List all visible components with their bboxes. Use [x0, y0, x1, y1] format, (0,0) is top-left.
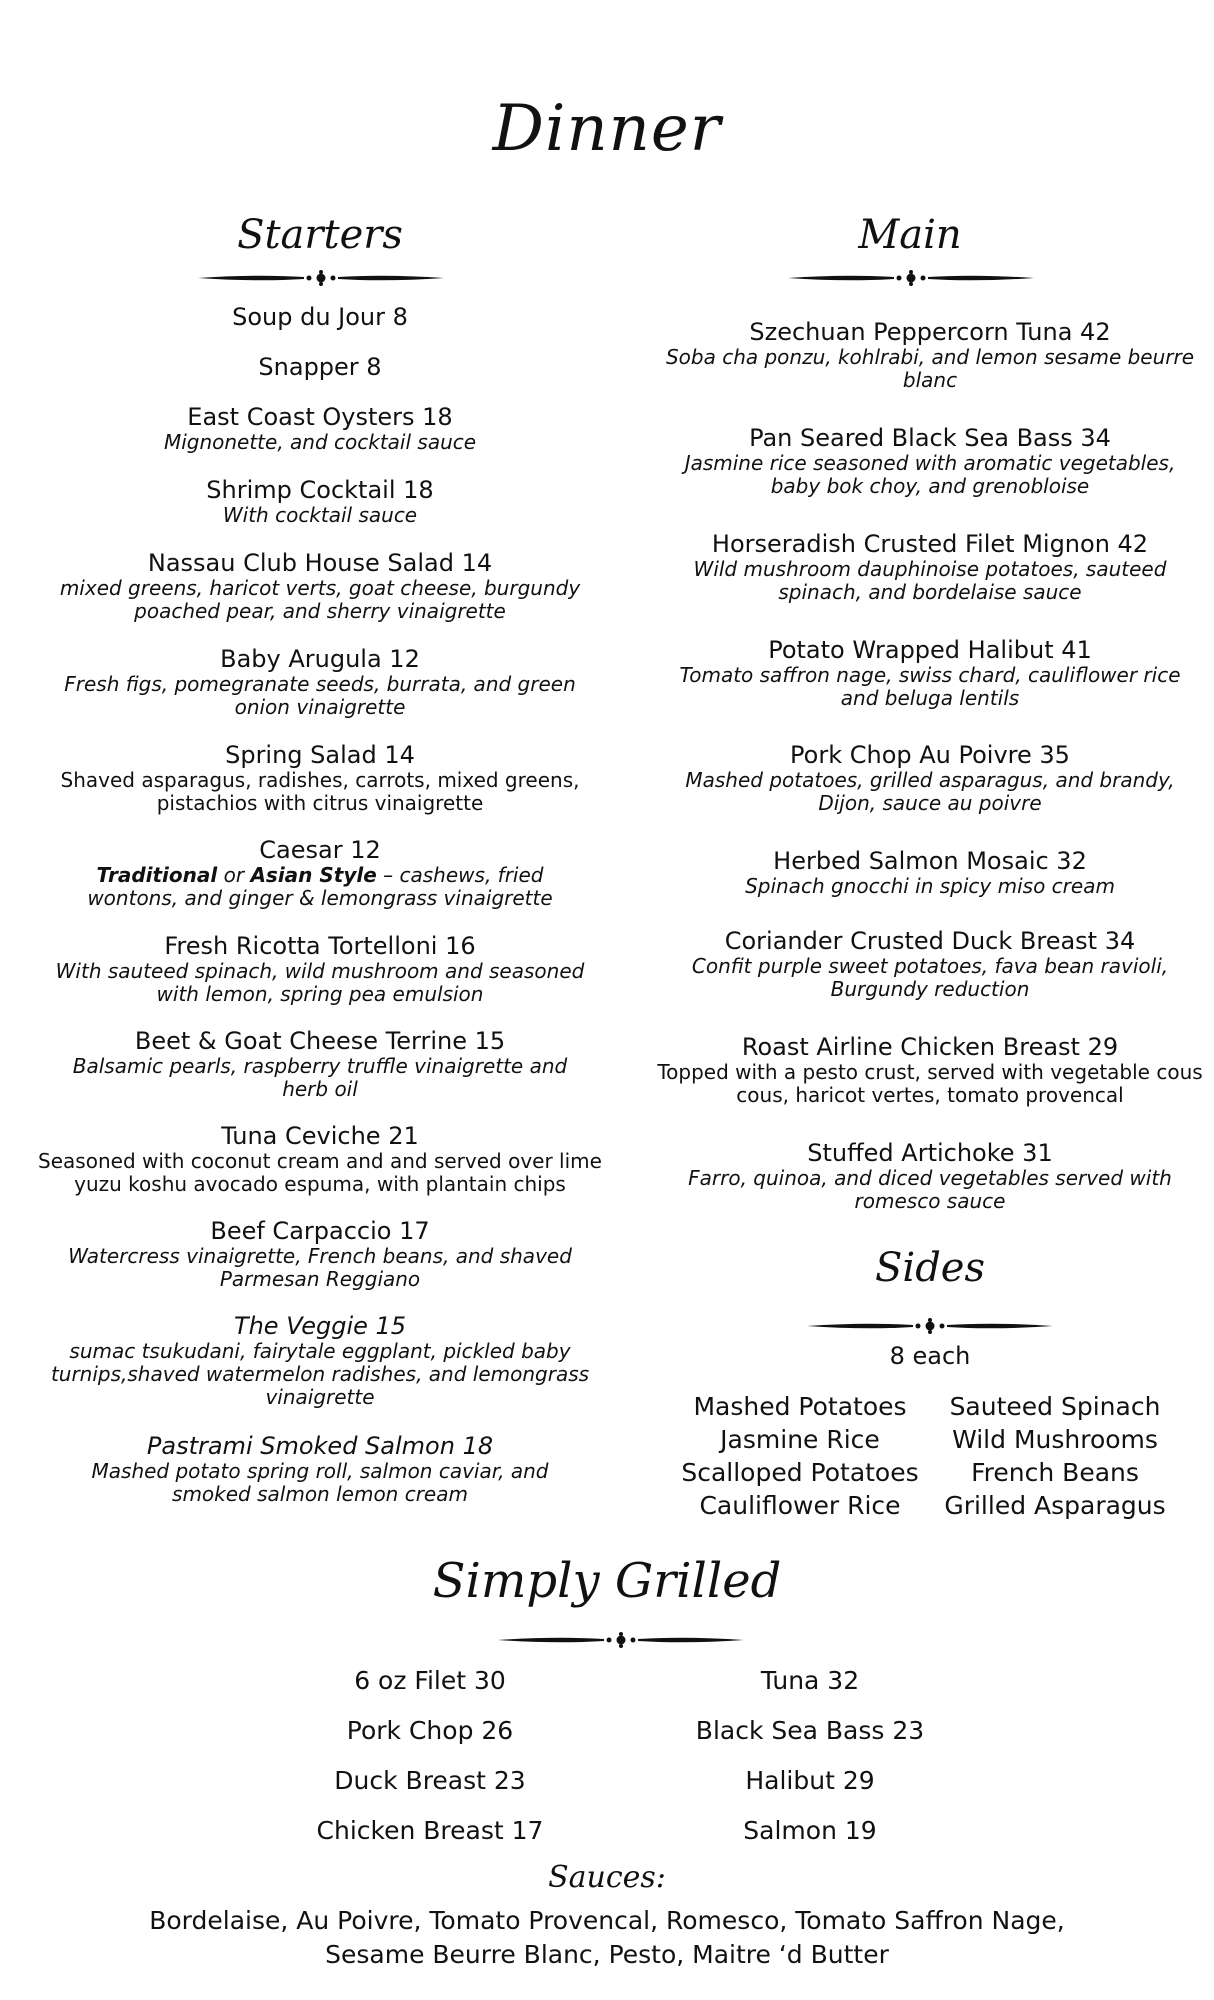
starter-item: Beet & Goat Cheese Terrine 15 Balsamic pearls, raspberry truffle vinaigrette and herb oil [72, 1027, 568, 1101]
grilled-item: Duck Breast 23 [334, 1766, 526, 1795]
main-item: Herbed Salmon Mosaic 32 Spinach gnocchi in spicy miso cream [745, 847, 1115, 898]
grilled-item: Chicken Breast 17 [316, 1816, 544, 1845]
main-heading: Main [858, 212, 962, 258]
grilled-item: Salmon 19 [743, 1816, 877, 1845]
side-item: Cauliflower Rice [699, 1491, 901, 1520]
sides-list-right [920, 1390, 1190, 1522]
side-item: French Beans [971, 1458, 1139, 1487]
sauces-line: Sesame Beurre Blanc, Pesto, Maitre ‘d Butter [325, 1940, 889, 1969]
sides-list-left [660, 1390, 940, 1522]
starter-item: Soup du Jour 8 [232, 303, 408, 331]
starter-item: Nassau Club House Salad 14 mixed greens, haricot verts, goat cheese, burgundy poached pear, and sherry vinaigrette [59, 549, 581, 623]
side-item: Wild Mushrooms [952, 1425, 1158, 1454]
sauces-heading: Sauces: [548, 1860, 666, 1895]
main-divider-ornament [786, 268, 1036, 288]
starter-item: The Veggie 15 sumac tsukudani, fairytale eggplant, pickled baby turnips,shaved watermelon radishes, and lemongrass vinaigrette [50, 1312, 590, 1409]
grilled-item: Halibut 29 [745, 1766, 875, 1795]
sauces-list [0, 1904, 1214, 1972]
starter-item: Caesar 12 Traditional or Asian Style – cashews, fried wontons, and ginger & lemongrass vinaigrette [50, 836, 590, 910]
grilled-item: Pork Chop 26 [346, 1716, 514, 1745]
starters-heading: Starters [237, 212, 403, 258]
main-item: Pork Chop Au Poivre 35 Mashed potatoes, grilled asparagus, and brandy, Dijon, sauce au poivre [685, 741, 1175, 815]
main-item: Horseradish Crusted Filet Mignon 42 Wild mushroom dauphinoise potatoes, sauteed spinach, and bordelaise sauce [693, 530, 1167, 604]
sauces-line: Bordelaise, Au Poivre, Tomato Provencal, Romesco, Tomato Saffron Nage, [149, 1906, 1065, 1935]
starters-divider-ornament [196, 268, 446, 288]
side-item: Sauteed Spinach [949, 1392, 1161, 1421]
menu-title: Dinner [492, 92, 722, 166]
side-item: Mashed Potatoes [693, 1392, 907, 1421]
starter-item: Beef Carpaccio 17 Watercress vinaigrette, French beans, and shaved Parmesan Reggiano [68, 1217, 572, 1291]
grilled-item: Black Sea Bass 23 [695, 1716, 925, 1745]
starter-item: Baby Arugula 12 Fresh figs, pomegranate seeds, burrata, and green onion vinaigrette [64, 645, 576, 719]
main-item: Roast Airline Chicken Breast 29 Topped with a pesto crust, served with vegetable cous cous, haricot vertes, tomato provencal [657, 1033, 1203, 1107]
sides-price: 8 each [889, 1342, 971, 1370]
grilled-divider-ornament [496, 1630, 746, 1650]
starter-item: Snapper 8 [258, 353, 382, 381]
side-item: Jasmine Rice [720, 1425, 880, 1454]
caesar-description: Traditional or Asian Style – cashews, fried wontons, and ginger & lemongrass vinaigrette [87, 863, 553, 910]
side-item: Scalloped Potatoes [681, 1458, 919, 1487]
main-item: Stuffed Artichoke 31 Farro, quinoa, and diced vegetables served with romesco sauce [688, 1139, 1172, 1213]
main-item: Potato Wrapped Halibut 41 Tomato saffron nage, swiss chard, cauliflower rice and beluga lentils [679, 636, 1181, 710]
main-item: Szechuan Peppercorn Tuna 42 Soba cha ponzu, kohlrabi, and lemon sesame beurre blanc [665, 318, 1195, 392]
starter-item: Pastrami Smoked Salmon 18 Mashed potato spring roll, salmon caviar, and smoked salmon lemon cream [91, 1432, 549, 1506]
sides-heading: Sides [875, 1245, 985, 1291]
starter-item: Shrimp Cocktail 18 With cocktail sauce [206, 476, 434, 527]
side-item: Grilled Asparagus [944, 1491, 1166, 1520]
grilled-list-right [670, 1656, 950, 1856]
starter-item: East Coast Oysters 18 Mignonette, and cocktail sauce [163, 403, 477, 454]
grilled-item: 6 oz Filet 30 [354, 1666, 506, 1695]
grilled-heading: Simply Grilled [432, 1553, 782, 1609]
main-item: Pan Seared Black Sea Bass 34 Jasmine rice seasoned with aromatic vegetables, baby bok choy, and grenobloise [684, 424, 1176, 498]
starter-item: Spring Salad 14 Shaved asparagus, radishes, carrots, mixed greens, pistachios with citrus vinaigrette [60, 741, 580, 815]
starter-item: Fresh Ricotta Tortelloni 16 With sauteed spinach, wild mushroom and seasoned with lemon, spring pea emulsion [55, 932, 585, 1006]
grilled-list-left [290, 1656, 570, 1856]
grilled-item: Tuna 32 [760, 1666, 860, 1695]
sides-divider-ornament [805, 1316, 1055, 1336]
main-item: Coriander Crusted Duck Breast 34 Confit purple sweet potatoes, fava bean ravioli, Burgundy reduction [691, 927, 1169, 1001]
starter-item: Tuna Ceviche 21 Seasoned with coconut cream and and served over lime yuzu koshu avocado espuma, with plantain chips [38, 1122, 602, 1196]
